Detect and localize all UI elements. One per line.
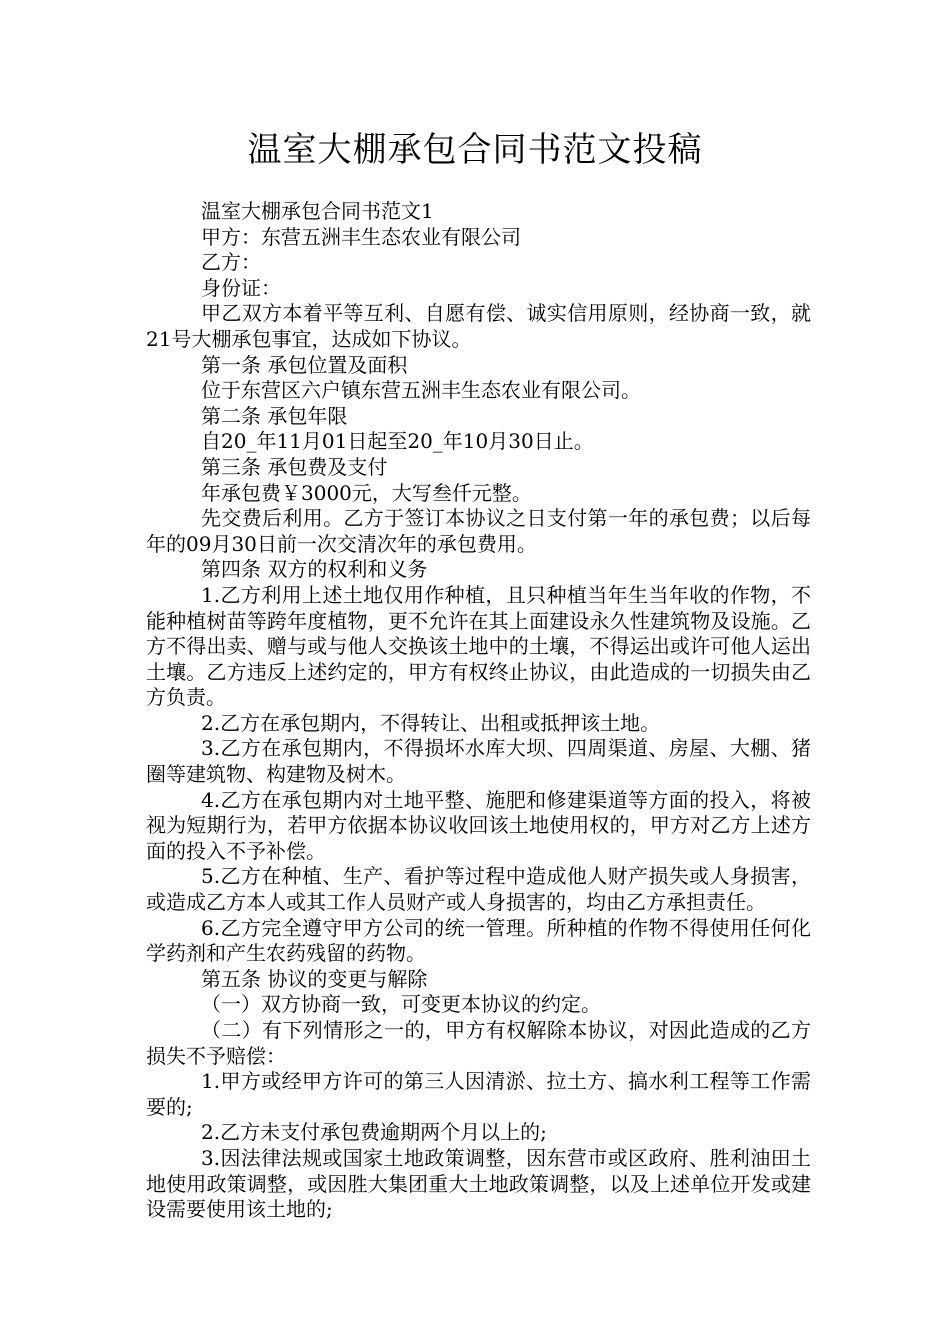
paragraph: 2.乙方未支付承包费逾期两个月以上的; [201,1120,547,1145]
section-heading: 第四条 双方的权利和义务 [201,557,428,582]
paragraph: 乙方： [201,250,261,275]
document-title: 温室大棚承包合同书范文投稿 [247,130,703,170]
paragraph: 自20_年11月01日起至20_年10月30日止。 [201,429,594,454]
paragraph: 身份证： [201,275,281,300]
paragraph: 1.甲方或经甲方许可的第三人因清淤、拉土方、搞水利工程等工作需要的; [146,1069,811,1119]
paragraph: 温室大棚承包合同书范文1 [201,199,434,223]
paragraph: 甲方：东营五洲丰生态农业有限公司 [201,224,521,249]
paragraph: （二）有下列情形之一的，甲方有权解除本协议，对因此造成的乙方损失不予赔偿： [146,1018,811,1068]
paragraph: 4.乙方在承包期内对土地平整、施肥和修建渠道等方面的投入，将被视为短期行为，若甲方依据本协议收回该土地使用权的，甲方对乙方上述方面的投入不予补偿。 [146,787,811,863]
document-body [146,199,811,1223]
paragraph: 3.乙方在承包期内，不得损坏水库大坝、四周渠道、房屋、大棚、猪圈等建筑物、构建物及树木。 [146,736,811,787]
paragraph: 6.乙方完全遵守甲方公司的统一管理。所种植的作物不得使用任何化学药剂和产生农药残留的药物。 [146,915,811,966]
paragraph: 3.因法律法规或国家土地政策调整，因东营市或区政府、胜利油田土地使用政策调整，或因胜大集团重大土地政策调整，以及上述单位开发或建设需要使用该土地的; [146,1145,811,1222]
paragraph: 5.乙方在种植、生产、看护等过程中造成他人财产损失或人身损害，或造成乙方本人或其工作人员财产或人身损害的，均由乙方承担责任。 [146,864,811,915]
paragraph: 2.乙方在承包期内，不得转让、出租或抵押该土地。 [201,710,661,735]
section-heading: 第三条 承包费及支付 [201,454,388,479]
section-heading: 第一条 承包位置及面积 [201,352,408,377]
section-heading: 第二条 承包年限 [201,403,348,428]
paragraph: 年承包费￥3000元，大写叁仟元整。 [201,480,532,505]
section-heading: 第五条 协议的变更与解除 [201,966,428,991]
paragraph: 1.乙方利用上述土地仅用作种植，且只种植当年生当年收的作物，不能种植树苗等跨年度植物，更不允许在其上面建设永久性建筑物及设施。乙方不得出卖、赠与或与他人交换该土地中的土壤，不得运出或许可他人运出土壤。乙方违反上述约定的，甲方有权终止协议，由此造成的一切损失由乙方负责。 [146,582,811,710]
paragraph: （一）双方协商一致，可变更本协议的约定。 [201,992,601,1017]
paragraph: 先交费后利用。乙方于签订本协议之日支付第一年的承包费；以后每年的09月30日前一次交清次年的承包费用。 [146,506,811,556]
paragraph: 甲乙双方本着平等互利、自愿有偿、诚实信用原则，经协商一致，就21号大棚承包事宜，达成如下协议。 [146,301,811,351]
paragraph: 位于东营区六户镇东营五洲丰生态农业有限公司。 [201,378,641,403]
